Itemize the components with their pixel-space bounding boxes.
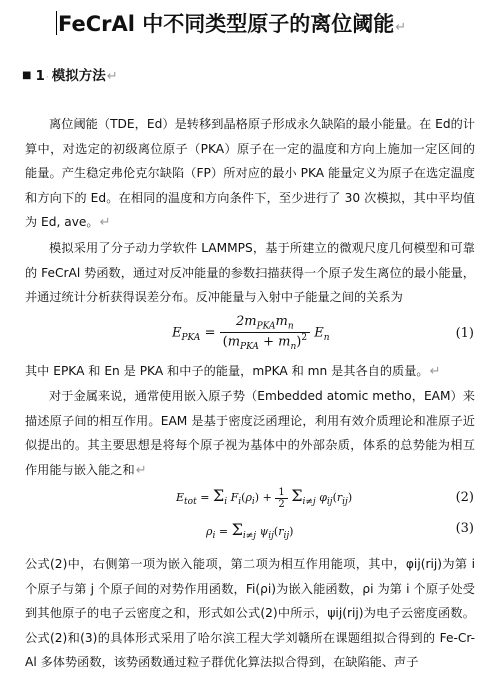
paragraph-potential [25, 552, 475, 675]
section-number-mark: · [45, 73, 49, 83]
paragraph-text: 其中 EPKA 和 En 是 PKA 和中子的能量，mPKA 和 mn 是其各自的质量。 [25, 364, 429, 378]
paragraph-mark-icon: ↵ [429, 364, 441, 379]
paragraph-text: 模拟采用了分子动力学软件 LAMMPS，基于所建立的微观尺度几何模型和可靠的 FeCrAl 势函数，通过对反冲能量的参数扫描获得一个原子发生离位的最小能量，并通过统计分析获得误差分布。反冲能量与入射中子能量之间的关系为 [25, 241, 475, 304]
equation-number-3: (3) [455, 521, 474, 536]
section-title: 模拟方法 [51, 68, 106, 84]
equation-1-fraction: $\frac{2m_{PKA}m_n}{(m_{PKA} + m_n)^2}$ [220, 314, 310, 352]
paragraph-simulation [25, 236, 475, 310]
section-number: 1 [35, 68, 45, 84]
paragraph-tde-definition [25, 112, 475, 236]
paragraph-mark-icon: ↵ [135, 462, 147, 478]
title-text: FeCrAl 中不同类型原子的离位阈能 [58, 12, 395, 36]
equation-2: $E_{tot} = \Sigma_i$ $F_i(\rho_i)$ + $\frac{1}{2}$ $\Sigma_{i\ne j}$ $\varphi_{ij}(r_{ij})$ [176, 486, 353, 510]
paragraph-text: 公式(2)中，右侧第一项为嵌入能项，第二项为相互作用能项，其中，φij(rij)为第 i 个原子与第 j 个原子间的对势作用函数，Fi(ρi)为嵌入能函数，ρi 为第 i 个原子处受到其他原子的电子云密度之和，形式如公式(2)中所示，ψij(rij)为电子云密度函数。公式(2)和(3)的具体形式采用了哈尔滨工程大学刘赣所在课题组拟合得到的 Fe-Cr-Al 多体势函数，该势函数通过粒子群优化算法拟合得到，在缺陷能、声子 [25, 557, 475, 669]
text-cursor [56, 11, 57, 35]
bullet-icon: ■ [22, 70, 32, 81]
equation-number-2: (2) [455, 490, 474, 505]
paragraph-text: 对于金属来说，通常使用嵌入原子势（Embedded atomic metho，EAM）来描述原子间的相互作用。EAM 是基于密度泛函理论，利用有效介质理论和准原子近似提出的。其主要思想是将每个原子视为基体中的外部杂质，体系的总势能为相互作用能与嵌入能之和 [25, 389, 475, 477]
equation-3: $\rho_i = \Sigma_{i\ne j}$ $\psi_{ij}(r_{ij})$ [206, 520, 294, 542]
section-heading [22, 64, 118, 84]
paragraph-variables [25, 359, 475, 385]
equation-number-1: (1) [455, 326, 474, 341]
equation-1: $E_{PKA}$ = $\frac{2m_{PKA}m_n}{(m_{PKA} + m_n)^2}$ $E_n$ [172, 314, 330, 352]
paragraph-mark-icon: ↵ [99, 215, 111, 230]
paragraph-mark-icon: ↵ [106, 69, 118, 84]
paragraph-text: 离位阈能（TDE，Ed）是转移到晶格原子形成永久缺陷的最小能量。在 Ed的计算中，对选定的初级离位原子（PKA）原子在一定的温度和方向上施加一定区间的能量。产生稳定弗伦克尔缺陷（FP）所对应的最小 PKA 能量定义为原子在选定温度和方向下的 Ed。在相同的温度和方向条件下，至少进行了 30 次模拟，其中平均值为 Ed, ave。 [25, 117, 475, 229]
paragraph-mark-icon: ↵ [395, 20, 407, 35]
document-title [56, 8, 406, 38]
paragraph-eam [25, 384, 475, 483]
